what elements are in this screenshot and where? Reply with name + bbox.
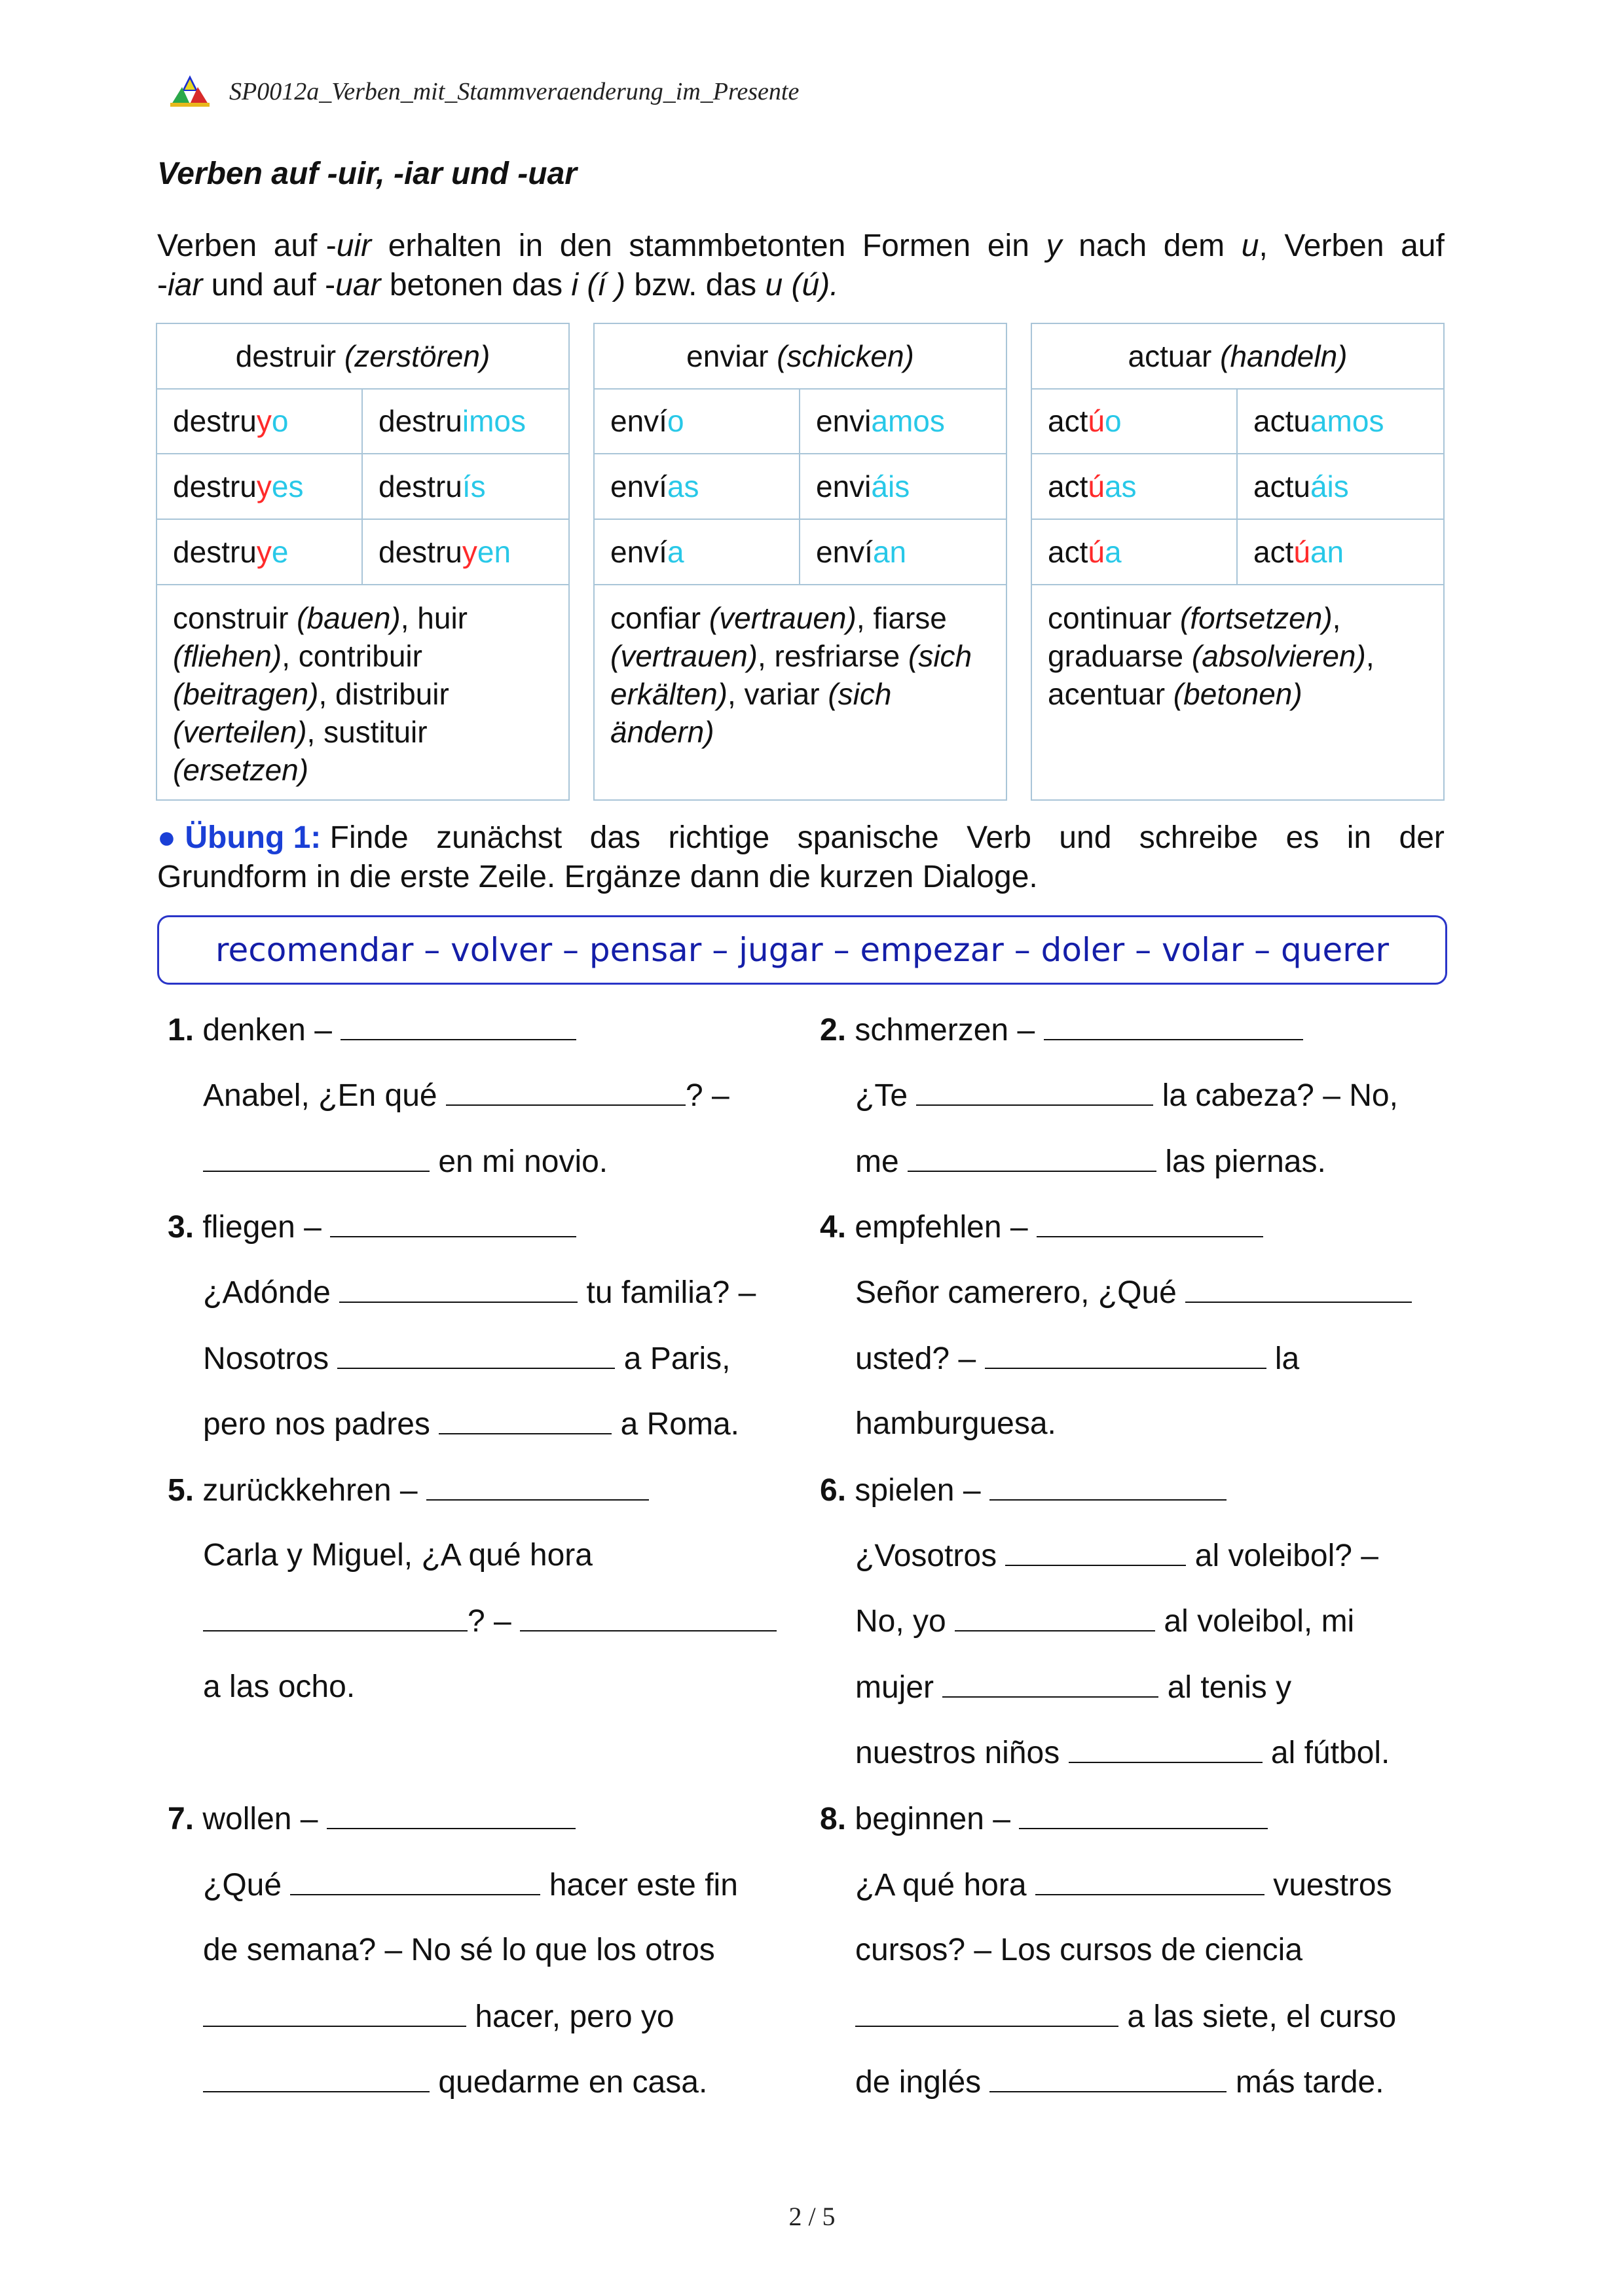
intro-word: stammbetonten: [629, 228, 846, 263]
instruction-word: zunächst: [436, 820, 563, 855]
answer-blank[interactable]: [916, 1076, 1153, 1106]
item-1-line-1: Anabel, ¿En qué ? –: [203, 1076, 729, 1116]
form-cell: act ú o: [1032, 388, 1238, 453]
answer-blank[interactable]: [203, 2062, 430, 2092]
item-6-line-1: ¿Vosotros al voleibol? –: [855, 1536, 1378, 1576]
form-cell: destru y es: [157, 454, 363, 519]
form-cell: act ú a: [1032, 519, 1238, 584]
answer-blank[interactable]: [1035, 1865, 1264, 1895]
answer-blank[interactable]: [1185, 1273, 1412, 1303]
similar-verbs-note: construir (bauen), huir (fliehen), contribuir (beitragen), distribuir (verteilen), sustituir (ersetzen): [173, 601, 476, 787]
item-2-line-1: ¿Te la cabeza? – No,: [855, 1076, 1398, 1116]
form-cell: enví as: [595, 454, 800, 519]
table-row: [595, 519, 1006, 585]
answer-blank[interactable]: [446, 1076, 686, 1106]
item-4-line-3: hamburguesa.: [855, 1406, 1056, 1441]
answer-blank[interactable]: [203, 1997, 466, 2027]
answer-blank[interactable]: [1044, 1010, 1303, 1040]
intro-word: nach: [1079, 228, 1147, 263]
intro-word: Verben: [1284, 228, 1384, 263]
item-6-line-3: mujer al tenis y: [855, 1667, 1291, 1707]
item-4-line-2: usted? – la: [855, 1339, 1299, 1379]
intro-word: auf: [1401, 228, 1445, 263]
table-row: [1032, 454, 1443, 520]
answer-blank[interactable]: [989, 1470, 1227, 1501]
table-row: [1032, 519, 1443, 585]
instruction-word: schreibe: [1139, 820, 1259, 855]
intro-word: dem: [1163, 228, 1225, 263]
intro-word: in: [518, 228, 544, 263]
form-cell: actu amos: [1253, 403, 1384, 438]
intro-word: ein: [987, 228, 1029, 263]
answer-blank[interactable]: [955, 1601, 1155, 1631]
form-cell: actu áis: [1253, 469, 1349, 503]
instruction-word: es: [1285, 820, 1320, 855]
form-cell: destru y o: [157, 388, 363, 453]
table-row: [595, 388, 1006, 454]
instruction-line-2: Grundform in die erste Zeile. Ergänze dann die kurzen Dialoge.: [157, 860, 1038, 894]
answer-blank[interactable]: [290, 1865, 540, 1895]
similar-verbs-note: confiar (vertrauen), fiarse (vertrauen), resfriarse (sich erkälten), variar (sich ändern): [610, 601, 980, 749]
form-cell: envi amos: [816, 403, 945, 438]
answer-blank[interactable]: [985, 1339, 1266, 1369]
form-cell: enví an: [816, 534, 907, 569]
item-4-header: 4. empfehlen –: [820, 1207, 1263, 1247]
table-header: actuar (handeln): [1032, 324, 1443, 390]
table-row: [595, 454, 1006, 520]
answer-blank[interactable]: [855, 1997, 1118, 2027]
answer-blank[interactable]: [520, 1601, 777, 1631]
table-header: enviar (schicken): [595, 324, 1006, 390]
instruction-word: spanische: [797, 820, 939, 855]
item-7-line-4: quedarme en casa.: [203, 2062, 707, 2102]
item-7-line-1: ¿Qué hacer este fin: [203, 1865, 738, 1905]
instruction-word: in: [1346, 820, 1372, 855]
conjugation-table-enviar: [593, 323, 1007, 801]
table-row: [157, 519, 568, 585]
form-cell: act ú an: [1253, 534, 1344, 569]
item-5-line-3: a las ocho.: [203, 1669, 356, 1704]
intro-word: auf -uir: [273, 228, 372, 263]
instruction-word: und: [1059, 820, 1112, 855]
item-6-line-2: No, yo al voleibol, mi: [855, 1601, 1354, 1641]
answer-blank[interactable]: [1037, 1207, 1263, 1237]
intro-word: erhalten: [388, 228, 502, 263]
item-2-header: 2. schmerzen –: [820, 1010, 1303, 1050]
item-8-header: 8. beginnen –: [820, 1799, 1268, 1839]
publisher-logo-icon: [169, 74, 211, 108]
answer-blank[interactable]: [942, 1667, 1158, 1698]
item-5-line-1: Carla y Miguel, ¿A qué hora: [203, 1538, 593, 1573]
item-5-header: 5. zurückkehren –: [168, 1470, 649, 1510]
item-8-line-1: ¿A qué hora vuestros: [855, 1865, 1392, 1905]
item-7-line-2: de semana? – No sé lo que los otros: [203, 1933, 715, 1967]
form-cell: act ú as: [1032, 454, 1238, 519]
form-cell: envi áis: [816, 469, 910, 503]
answer-blank[interactable]: [1069, 1733, 1263, 1763]
answer-blank[interactable]: [327, 1799, 576, 1829]
item-8-line-2: cursos? – Los cursos de ciencia: [855, 1933, 1303, 1967]
item-1-header: 1. denken –: [168, 1010, 576, 1050]
answer-blank[interactable]: [341, 1010, 576, 1040]
instruction-word: ● Übung 1: Finde: [157, 820, 409, 855]
instruction-word: Verb: [967, 820, 1031, 855]
item-7-line-3: hacer, pero yo: [203, 1997, 674, 2037]
intro-line-2: - iar und auf - uar betonen das i (í ) bzw. das u (ú).: [157, 268, 839, 302]
answer-blank[interactable]: [426, 1470, 649, 1501]
intro-word: Verben: [157, 228, 257, 263]
instruction-word: das: [589, 820, 641, 855]
instruction-line-1: [157, 818, 1445, 858]
answer-blank[interactable]: [203, 1142, 430, 1172]
answer-blank[interactable]: [1005, 1536, 1186, 1566]
instruction-word: richtige: [668, 820, 770, 855]
item-3-header: 3. fliegen –: [168, 1207, 576, 1247]
answer-blank[interactable]: [439, 1404, 612, 1434]
instruction-word: der: [1399, 820, 1445, 855]
section-title: Verben auf -uir, -iar und -uar: [157, 156, 577, 191]
similar-verbs-note: continuar (fortsetzen), graduarse (absolvieren), acentuar (betonen): [1048, 601, 1383, 711]
document-filename: SP0012a_Verben_mit_Stammveraenderung_im_Presente: [229, 78, 800, 105]
item-4-line-1: Señor camerero, ¿Qué: [855, 1273, 1412, 1313]
answer-blank[interactable]: [908, 1142, 1156, 1172]
item-6-line-4: nuestros niños al fútbol.: [855, 1733, 1390, 1773]
answer-blank[interactable]: [337, 1339, 615, 1369]
item-3-line-2: Nosotros a Paris,: [203, 1339, 731, 1379]
item-1-line-2: en mi novio.: [203, 1142, 608, 1182]
answer-blank[interactable]: [1019, 1799, 1268, 1829]
table-row: [1032, 388, 1443, 454]
item-2-line-2: me las piernas.: [855, 1142, 1326, 1182]
intro-word: u,: [1241, 228, 1268, 263]
intro-word: y: [1046, 228, 1062, 263]
conjugation-table-actuar: [1031, 323, 1445, 801]
intro-paragraph: [157, 227, 1445, 305]
form-cell: destru imos: [378, 403, 526, 438]
item-8-line-4: de inglés más tarde.: [855, 2062, 1384, 2102]
table-header: destruir (zerstören): [157, 324, 568, 390]
item-3-line-1: ¿Adónde tu familia? –: [203, 1273, 756, 1313]
intro-word: den: [559, 228, 612, 263]
answer-blank[interactable]: [339, 1273, 578, 1303]
item-7-header: 7. wollen –: [168, 1799, 576, 1839]
item-8-line-3: a las siete, el curso: [855, 1997, 1396, 2037]
answer-blank[interactable]: [203, 1601, 468, 1631]
conjugation-table-destruir: [156, 323, 570, 801]
answer-blank[interactable]: [330, 1207, 576, 1237]
item-3-line-3: pero nos padres a Roma.: [203, 1404, 739, 1444]
page-number: 2 / 5: [788, 2202, 836, 2231]
item-5-line-2: ? –: [203, 1601, 777, 1641]
answer-blank[interactable]: [989, 2062, 1227, 2092]
word-bank-box: recomendar – volver – pensar – jugar – empezar – doler – volar – querer: [157, 915, 1447, 985]
form-cell: enví o: [595, 388, 800, 453]
exercise-instruction: [157, 818, 1445, 897]
form-cell: destru y e: [157, 519, 363, 584]
form-cell: destru y en: [378, 534, 511, 569]
table-row: [157, 388, 568, 454]
table-row: [157, 454, 568, 520]
exercise-label: ● Übung 1:: [157, 820, 322, 855]
form-cell: enví a: [595, 519, 800, 584]
intro-word: Formen: [862, 228, 971, 263]
intro-line-1: [157, 227, 1445, 266]
form-cell: destru ís: [378, 469, 486, 503]
item-6-header: 6. spielen –: [820, 1470, 1227, 1510]
